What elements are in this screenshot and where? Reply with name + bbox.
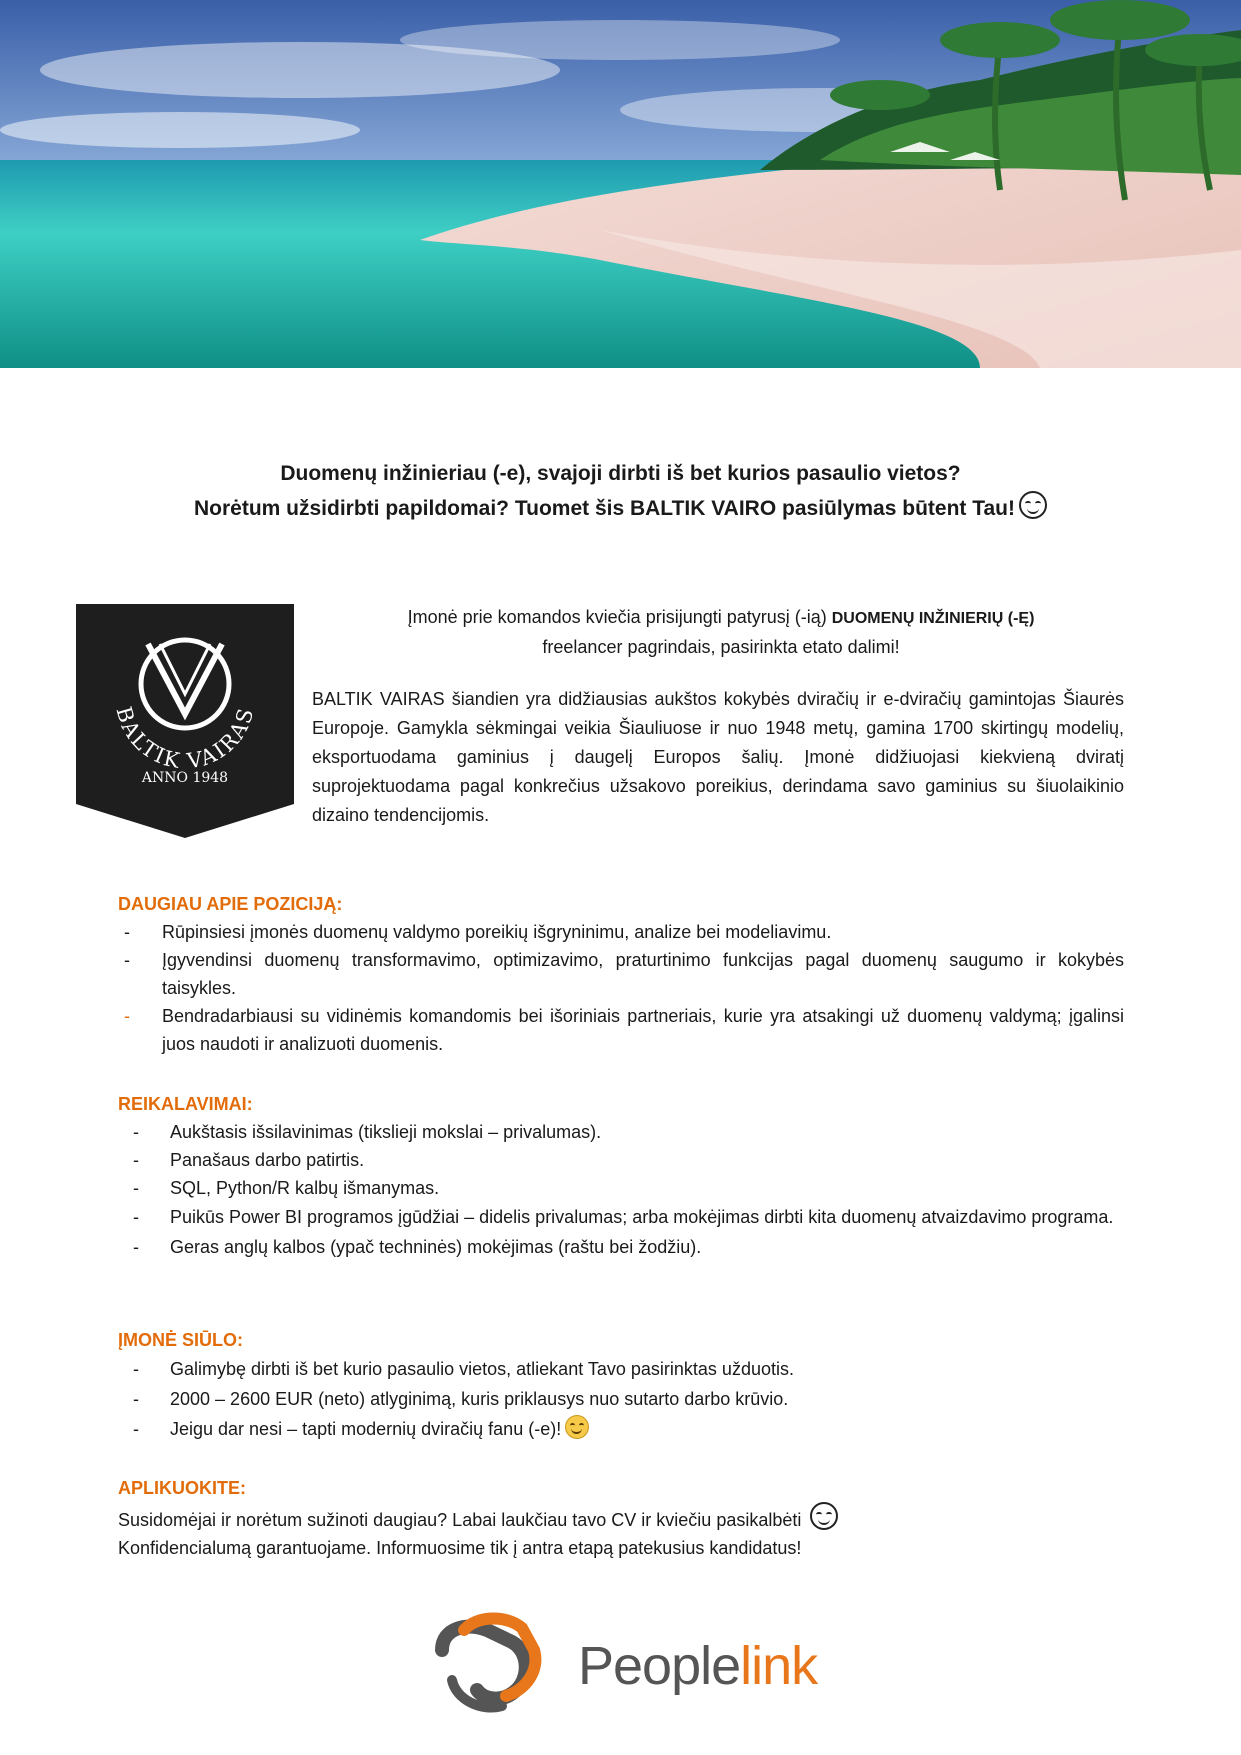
- brand-part-1: People: [578, 1636, 741, 1696]
- section-heading: REIKALAVIMAI:: [118, 1094, 253, 1114]
- logo-brand-text: BALTIK VAIRAS: [111, 704, 259, 774]
- headline-line-1: Duomenų inžinieriau (-e), svajoji dirbti iš bet kurios pasaulio vietos?: [280, 462, 961, 485]
- list-item: - Geras anglų kalbos (ypač techninės) mokėjimas (raštu bei žodžiu).: [133, 1237, 702, 1257]
- apply-line-1-text: Susidomėjai ir norėtum sužinoti daugiau? Labai laukčiau tavo CV ir kviečiu pasikalbėti: [118, 1510, 802, 1530]
- position-list: [118, 918, 1124, 1058]
- apply-line-1: [118, 1502, 1124, 1534]
- list-item: - Galimybę dirbti iš bet kurio pasaulio vietos, atliekant Tavo pasirinktas užduotis.: [133, 1359, 794, 1379]
- offer-list: [118, 1354, 1124, 1444]
- baltik-vairas-logo: [76, 604, 294, 838]
- list-item: - SQL, Python/R kalbų išmanymas.: [133, 1178, 440, 1198]
- apply-line-2: Konfidencialumą garantuojame. Informuosime tik į antra etapą patekusius kandidatus!: [118, 1538, 802, 1558]
- intro-role-bold: DUOMENŲ INŽINIERIŲ (-Ę): [831, 610, 1035, 627]
- peoplelink-wordmark: [578, 1636, 817, 1696]
- section-heading: DAUGIAU APIE POZICIJĄ:: [118, 894, 343, 914]
- logo-year-text: ANNO 1948: [141, 770, 229, 786]
- list-item: - Įgyvendinsi duomenų transformavimo, optimizavimo, praturtinimo funkcijas pagal duomenų saugumo ir kokybės taisykles.: [124, 950, 1124, 998]
- smiley-outline-icon: [810, 1502, 838, 1530]
- list-item: - Puikūs Power BI programos įgūdžiai – didelis privalumas; arba mokėjimas dirbti kita duomenų atvaizdavimo programa.: [133, 1207, 1114, 1227]
- list-item: - Panašaus darbo patirtis.: [133, 1150, 365, 1170]
- headline-line-2: [0, 491, 1241, 526]
- section-heading: ĮMONĖ SIŪLO:: [118, 1330, 243, 1350]
- section-requirements: [118, 1090, 1124, 1262]
- hero-beach-image: [0, 0, 1241, 368]
- list-item: - Jeigu dar nesi – tapti modernių dviračių fanu (-e)!: [118, 1414, 1124, 1444]
- beach-photo-icon: [0, 0, 1241, 368]
- headline: [0, 456, 1241, 526]
- intro-prefix: Įmonė prie komandos kviečia prisijungti patyrusį (-ią): [407, 607, 832, 627]
- list-item: - Aukštasis išsilavinimas (tikslieji mokslai – privalumas).: [133, 1122, 602, 1142]
- section-heading: APLIKUOKITE:: [118, 1478, 246, 1498]
- list-item: - Rūpinsiesi įmonės duomenų valdymo poreikių išgryninimu, analize bei modeliavimu.: [124, 922, 832, 942]
- list-item: - 2000 – 2600 EUR (neto) atlyginimą, kuris priklausys nuo sutarto darbo krūvio.: [133, 1389, 789, 1409]
- intro-line-1: [318, 603, 1124, 633]
- intro-text: [318, 603, 1124, 662]
- smiley-icon: [565, 1415, 589, 1439]
- company-about: BALTIK VAIRAS šiandien yra didžiausias aukštos kokybės dviračių ir e-dviračių gamintojas Šiaurės Europoje. Gamykla sėkmingai veikia Šiauliuose ir nuo 1948 metų, gamina 1700 skirtingų modelių, eksportuodama gaminius į daugelį Europos šalių. Įmonė didžiuojasi kiekvieną dviratį suprojektuodama pagal konkrečius užsakovo poreikius, derindama savo gaminius su šiuolaikinio dizaino tendencijomis.: [312, 689, 1124, 825]
- headline-line-2-text: Norėtum užsidirbti papildomai? Tuomet šis BALTIK VAIRO pasiūlymas būtent Tau!: [194, 497, 1015, 520]
- section-offer: [118, 1326, 1124, 1444]
- requirements-list: [118, 1118, 1124, 1262]
- list-item: - Bendradarbiausi su vidinėmis komandomis bei išoriniais partneriais, kurie yra atsakingi už duomenų valdymą; įgalinsi juos naudoti ir analizuoti duomenis.: [124, 1006, 1124, 1054]
- section-apply: [118, 1474, 1124, 1562]
- brand-part-2: link: [740, 1636, 818, 1696]
- smiley-outline-icon: [1019, 491, 1047, 519]
- section-position: [118, 890, 1124, 1058]
- intro-line-2: freelancer pagrindais, pasirinkta etato dalimi!: [542, 637, 900, 657]
